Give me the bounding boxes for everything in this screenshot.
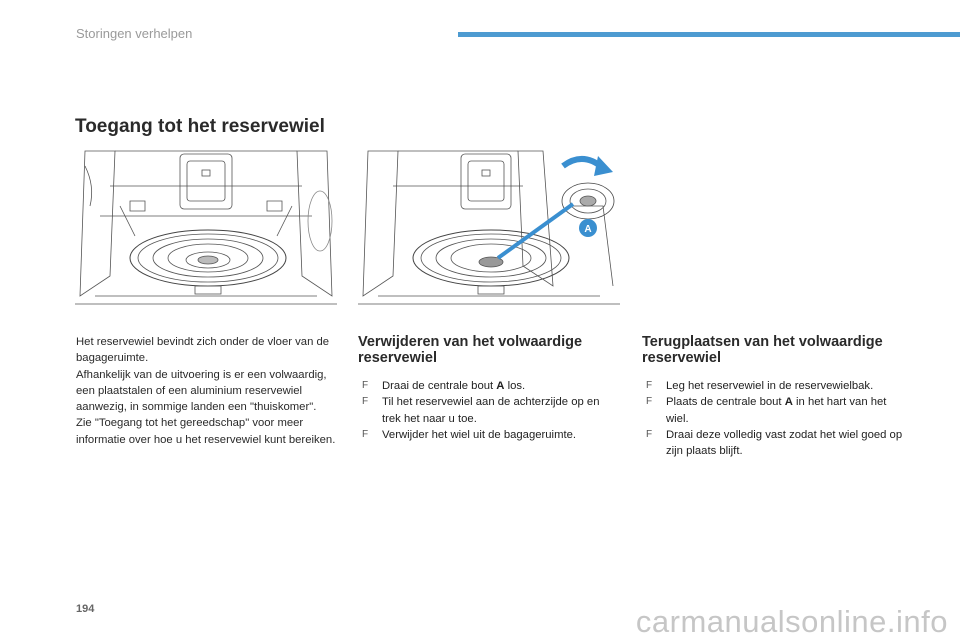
watermark: carmanualsonline.info (635, 604, 948, 639)
trunk-illustration-1 (75, 146, 337, 316)
list-item: F Draai deze volledig vast zodat het wiel goed op zijn plaats blijft. (646, 428, 903, 458)
intro-line: Het reservewiel bevindt zich onder de vloer van de bagageruimte. (76, 336, 330, 365)
list-item: F Plaats de centrale bout A in het hart van het wiel. (646, 396, 887, 425)
square-bullet-icon: F (646, 380, 653, 391)
section-title: Toegang tot het reservewiel (75, 116, 325, 137)
intro-line: Zie "Toegang tot het gereedschap" voor meer informatie over hoe u het reservewiel kunt bereiken. (76, 417, 336, 446)
refit-title: Terugplaatsen van het volwaardige reservewiel (642, 334, 883, 366)
square-bullet-icon: F (362, 428, 369, 440)
intro-line: Afhankelijk van de uitvoering is er een volwaardig, een plaatstalen of een aluminium reservewiel aanwezig, in sommige landen een "thuiskomer". (76, 368, 327, 414)
square-bullet-icon: F (646, 396, 653, 408)
square-bullet-icon: F (362, 396, 369, 408)
square-bullet-icon: F (646, 428, 653, 440)
callout-a-label: A (584, 224, 592, 235)
list-item: F Til het reservewiel aan de achterzijde op en trek het naar u toe. (362, 396, 600, 425)
refit-section (642, 334, 904, 459)
list-item: F Verwijder het wiel uit de bagageruimte. (358, 427, 620, 443)
chapter-bar (458, 32, 960, 37)
chapter-title: Storingen verhelpen (76, 26, 193, 41)
remove-section (358, 334, 620, 443)
list-item: F Leg het reservewiel in de reservewielbak. (642, 378, 904, 394)
remove-title: Verwijderen van het volwaardige reservewiel (358, 334, 583, 366)
trunk-illustration-2 (358, 146, 620, 316)
square-bullet-icon: F (362, 380, 369, 391)
page-number: 194 (76, 603, 95, 615)
intro-text (76, 334, 340, 448)
list-item: F Draai de centrale bout A los. (358, 378, 620, 394)
